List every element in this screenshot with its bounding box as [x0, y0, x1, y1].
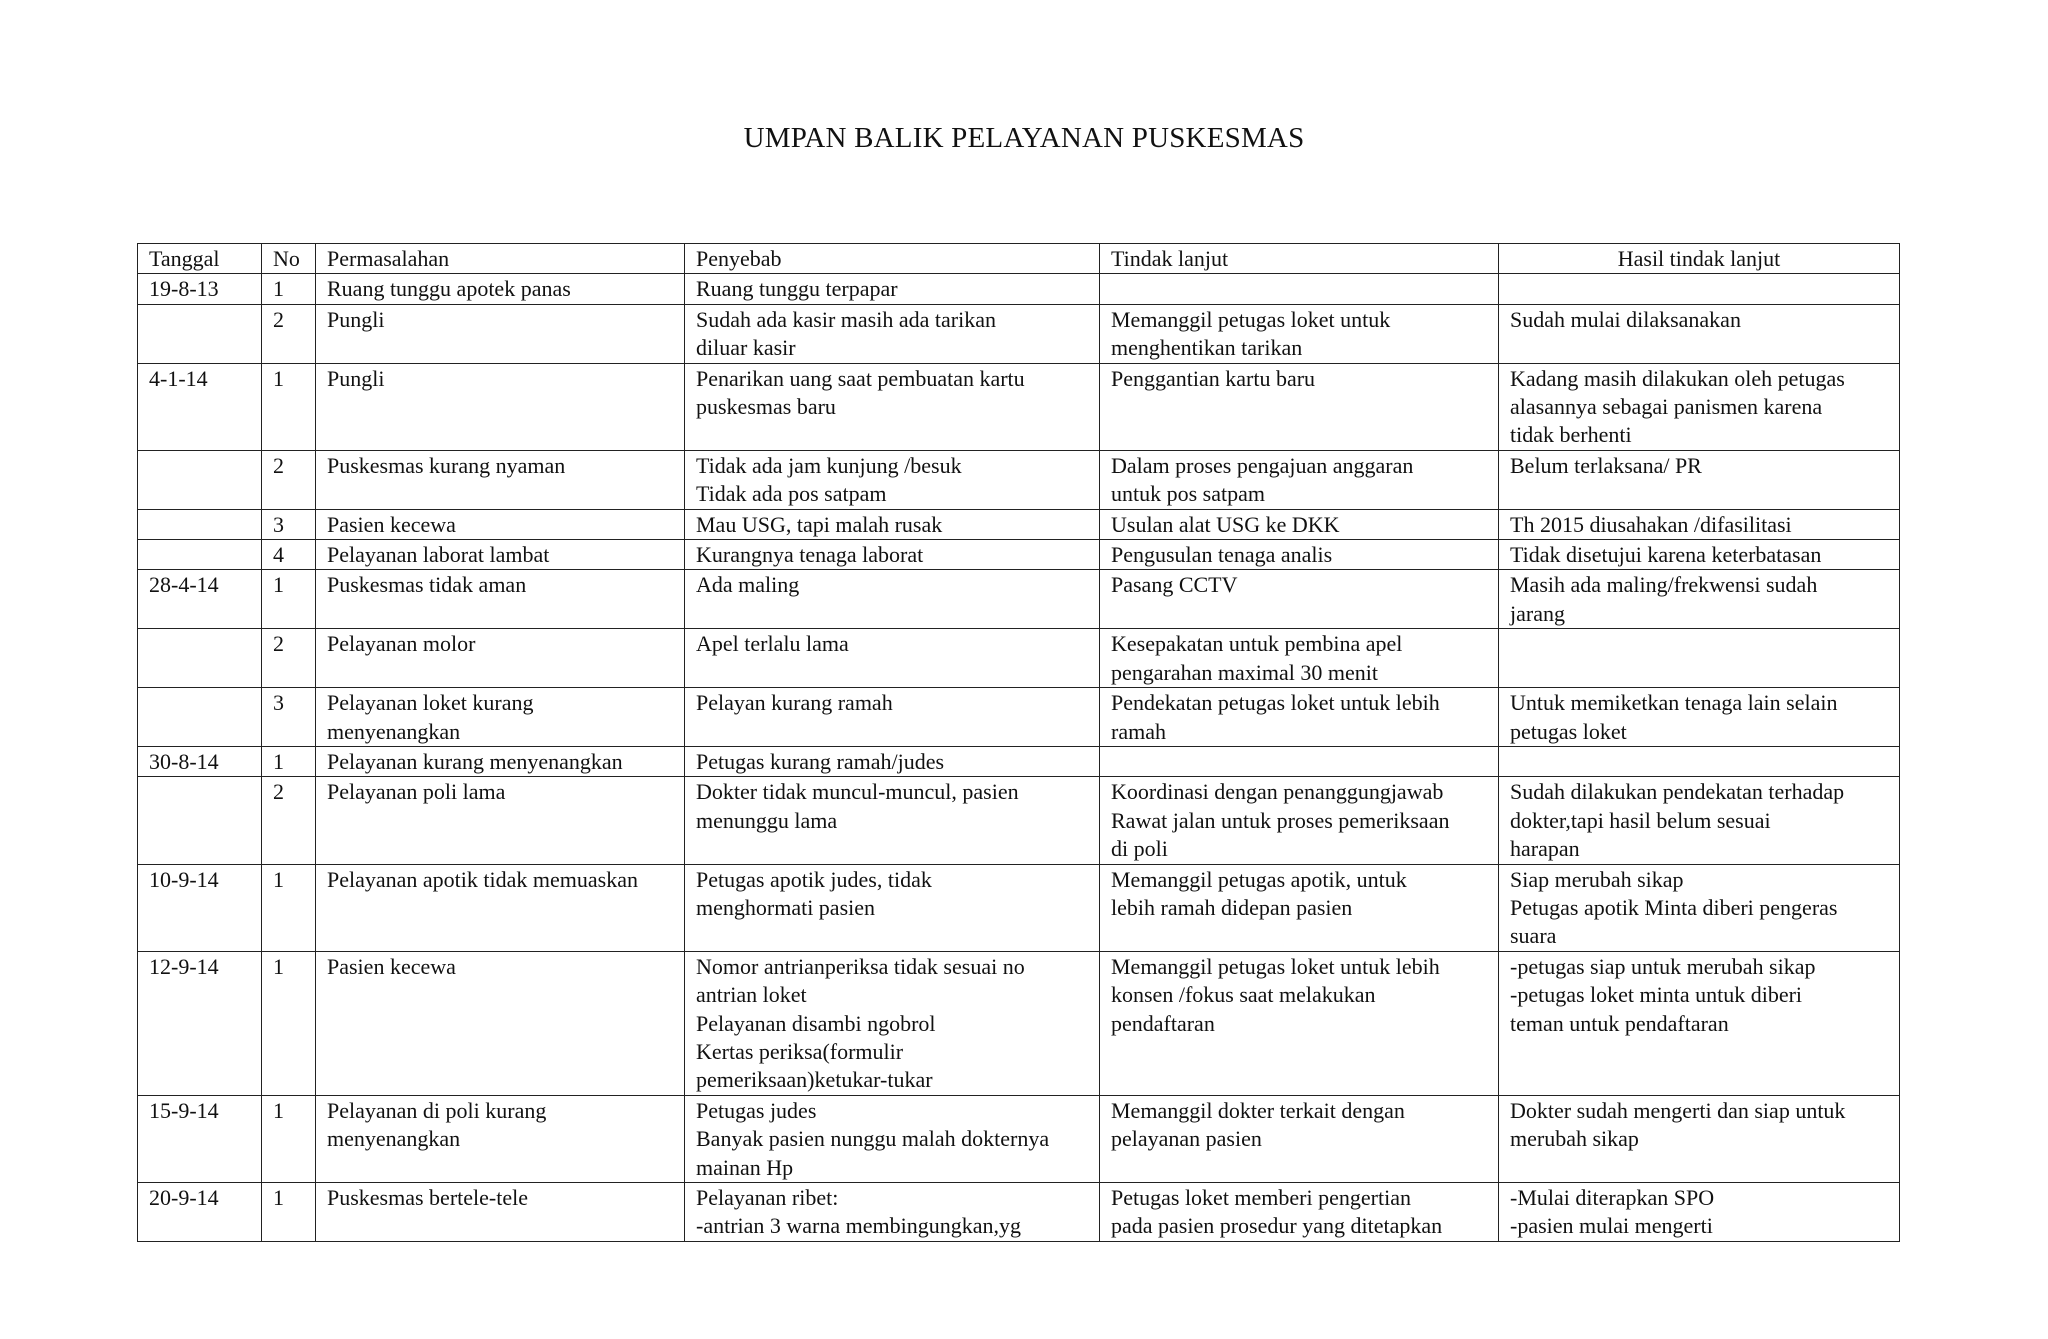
cell-penyebab: Apel terlalu lama: [685, 629, 1100, 688]
cell-permasalahan: Pelayanan di poli kurang menyenangkan: [316, 1095, 685, 1182]
cell-permasalahan: Pelayanan laborat lambat: [316, 540, 685, 570]
cell-no: 1: [262, 1183, 316, 1242]
cell-hasil: [1499, 629, 1900, 688]
cell-penyebab: Dokter tidak muncul-muncul, pasien menunggu lama: [685, 777, 1100, 864]
cell-hasil: -petugas siap untuk merubah sikap -petugas loket minta untuk diberi teman untuk pendaftaran: [1499, 951, 1900, 1095]
cell-tindak-lanjut: Memanggil petugas apotik, untuk lebih ramah didepan pasien: [1100, 864, 1499, 951]
feedback-table: [137, 243, 1900, 1242]
table-row: [138, 777, 1900, 864]
cell-no: 3: [262, 509, 316, 539]
table-row: [138, 951, 1900, 1095]
cell-no: 1: [262, 746, 316, 776]
cell-no: 1: [262, 570, 316, 629]
header-tindak-lanjut: Tindak lanjut: [1100, 244, 1499, 274]
cell-tindak-lanjut: Usulan alat USG ke DKK: [1100, 509, 1499, 539]
cell-permasalahan: Pasien kecewa: [316, 951, 685, 1095]
cell-no: 1: [262, 951, 316, 1095]
header-penyebab: Penyebab: [685, 244, 1100, 274]
cell-permasalahan: Ruang tunggu apotek panas: [316, 274, 685, 304]
cell-permasalahan: Pelayanan poli lama: [316, 777, 685, 864]
cell-tanggal: [138, 304, 262, 363]
table-row: [138, 304, 1900, 363]
cell-penyebab: Ada maling: [685, 570, 1100, 629]
cell-permasalahan: Pelayanan apotik tidak memuaskan: [316, 864, 685, 951]
table-row: [138, 450, 1900, 509]
table-row: [138, 570, 1900, 629]
table-header-row: [138, 244, 1900, 274]
cell-tanggal: 15-9-14: [138, 1095, 262, 1182]
cell-tindak-lanjut: Kesepakatan untuk pembina apel pengarahan maximal 30 menit: [1100, 629, 1499, 688]
cell-tanggal: [138, 688, 262, 747]
cell-permasalahan: Pelayanan loket kurang menyenangkan: [316, 688, 685, 747]
header-tanggal: Tanggal: [138, 244, 262, 274]
cell-no: 1: [262, 274, 316, 304]
cell-tanggal: 4-1-14: [138, 363, 262, 450]
cell-no: 1: [262, 1095, 316, 1182]
cell-permasalahan: Puskesmas bertele-tele: [316, 1183, 685, 1242]
cell-permasalahan: Puskesmas kurang nyaman: [316, 450, 685, 509]
table-row: [138, 1095, 1900, 1182]
cell-permasalahan: Pungli: [316, 363, 685, 450]
cell-hasil: -Mulai diterapkan SPO -pasien mulai mengerti: [1499, 1183, 1900, 1242]
cell-tindak-lanjut: [1100, 746, 1499, 776]
page-title: UMPAN BALIK PELAYANAN PUSKESMAS: [743, 122, 1305, 154]
cell-hasil: Sudah mulai dilaksanakan: [1499, 304, 1900, 363]
cell-penyebab: Petugas judes Banyak pasien nunggu malah dokternya mainan Hp: [685, 1095, 1100, 1182]
cell-no: 3: [262, 688, 316, 747]
cell-tindak-lanjut: Petugas loket memberi pengertian pada pasien prosedur yang ditetapkan: [1100, 1183, 1499, 1242]
cell-penyebab: Nomor antrianperiksa tidak sesuai no antrian loket Pelayanan disambi ngobrol Kertas periksa(formulir pemeriksaan)ketukar-tukar: [685, 951, 1100, 1095]
cell-penyebab: Pelayanan ribet: -antrian 3 warna membingungkan,yg: [685, 1183, 1100, 1242]
cell-permasalahan: Puskesmas tidak aman: [316, 570, 685, 629]
cell-hasil: [1499, 274, 1900, 304]
cell-penyebab: Petugas apotik judes, tidak menghormati pasien: [685, 864, 1100, 951]
cell-no: 4: [262, 540, 316, 570]
cell-no: 2: [262, 777, 316, 864]
cell-permasalahan: Pungli: [316, 304, 685, 363]
cell-permasalahan: Pelayanan kurang menyenangkan: [316, 746, 685, 776]
cell-tanggal: [138, 777, 262, 864]
cell-tanggal: [138, 629, 262, 688]
cell-tindak-lanjut: Memanggil petugas loket untuk menghentikan tarikan: [1100, 304, 1499, 363]
cell-hasil: Tidak disetujui karena keterbatasan: [1499, 540, 1900, 570]
cell-penyebab: Pelayan kurang ramah: [685, 688, 1100, 747]
header-permasalahan: Permasalahan: [316, 244, 685, 274]
cell-hasil: Masih ada maling/frekwensi sudah jarang: [1499, 570, 1900, 629]
cell-permasalahan: Pelayanan molor: [316, 629, 685, 688]
cell-tindak-lanjut: Dalam proses pengajuan anggaran untuk pos satpam: [1100, 450, 1499, 509]
table-row: [138, 629, 1900, 688]
cell-penyebab: Petugas kurang ramah/judes: [685, 746, 1100, 776]
cell-tindak-lanjut: Pasang CCTV: [1100, 570, 1499, 629]
cell-tanggal: [138, 540, 262, 570]
table-row: [138, 746, 1900, 776]
cell-tanggal: [138, 509, 262, 539]
cell-tindak-lanjut: Memanggil dokter terkait dengan pelayanan pasien: [1100, 1095, 1499, 1182]
cell-tanggal: 12-9-14: [138, 951, 262, 1095]
cell-tindak-lanjut: Pendekatan petugas loket untuk lebih ramah: [1100, 688, 1499, 747]
cell-penyebab: Sudah ada kasir masih ada tarikan diluar kasir: [685, 304, 1100, 363]
cell-penyebab: Ruang tunggu terpapar: [685, 274, 1100, 304]
cell-hasil: Belum terlaksana/ PR: [1499, 450, 1900, 509]
header-no: No: [262, 244, 316, 274]
cell-tanggal: 19-8-13: [138, 274, 262, 304]
cell-tindak-lanjut: Penggantian kartu baru: [1100, 363, 1499, 450]
cell-tindak-lanjut: Memanggil petugas loket untuk lebih konsen /fokus saat melakukan pendaftaran: [1100, 951, 1499, 1095]
cell-tindak-lanjut: [1100, 274, 1499, 304]
cell-no: 1: [262, 864, 316, 951]
table-row: [138, 1183, 1900, 1242]
cell-hasil: Sudah dilakukan pendekatan terhadap dokter,tapi hasil belum sesuai harapan: [1499, 777, 1900, 864]
table-row: [138, 864, 1900, 951]
table-row: [138, 688, 1900, 747]
table-row: [138, 540, 1900, 570]
cell-penyebab: Tidak ada jam kunjung /besuk Tidak ada pos satpam: [685, 450, 1100, 509]
cell-tanggal: 28-4-14: [138, 570, 262, 629]
cell-tanggal: 30-8-14: [138, 746, 262, 776]
cell-tanggal: 20-9-14: [138, 1183, 262, 1242]
table-body: [138, 274, 1900, 1241]
cell-hasil: Siap merubah sikap Petugas apotik Minta diberi pengeras suara: [1499, 864, 1900, 951]
cell-hasil: Untuk memiketkan tenaga lain selain petugas loket: [1499, 688, 1900, 747]
cell-hasil: Dokter sudah mengerti dan siap untuk merubah sikap: [1499, 1095, 1900, 1182]
cell-no: 2: [262, 450, 316, 509]
cell-penyebab: Penarikan uang saat pembuatan kartu puskesmas baru: [685, 363, 1100, 450]
cell-no: 2: [262, 629, 316, 688]
cell-penyebab: Mau USG, tapi malah rusak: [685, 509, 1100, 539]
cell-hasil: Th 2015 diusahakan /difasilitasi: [1499, 509, 1900, 539]
cell-hasil: Kadang masih dilakukan oleh petugas alasannya sebagai panismen karena tidak berhenti: [1499, 363, 1900, 450]
cell-tanggal: 10-9-14: [138, 864, 262, 951]
table-row: [138, 274, 1900, 304]
cell-hasil: [1499, 746, 1900, 776]
cell-tindak-lanjut: Koordinasi dengan penanggungjawab Rawat jalan untuk proses pemeriksaan di poli: [1100, 777, 1499, 864]
cell-penyebab: Kurangnya tenaga laborat: [685, 540, 1100, 570]
header-hasil-tindak-lanjut: Hasil tindak lanjut: [1499, 244, 1900, 274]
cell-no: 2: [262, 304, 316, 363]
table-row: [138, 363, 1900, 450]
cell-tanggal: [138, 450, 262, 509]
table-row: [138, 509, 1900, 539]
cell-permasalahan: Pasien kecewa: [316, 509, 685, 539]
cell-no: 1: [262, 363, 316, 450]
cell-tindak-lanjut: Pengusulan tenaga analis: [1100, 540, 1499, 570]
